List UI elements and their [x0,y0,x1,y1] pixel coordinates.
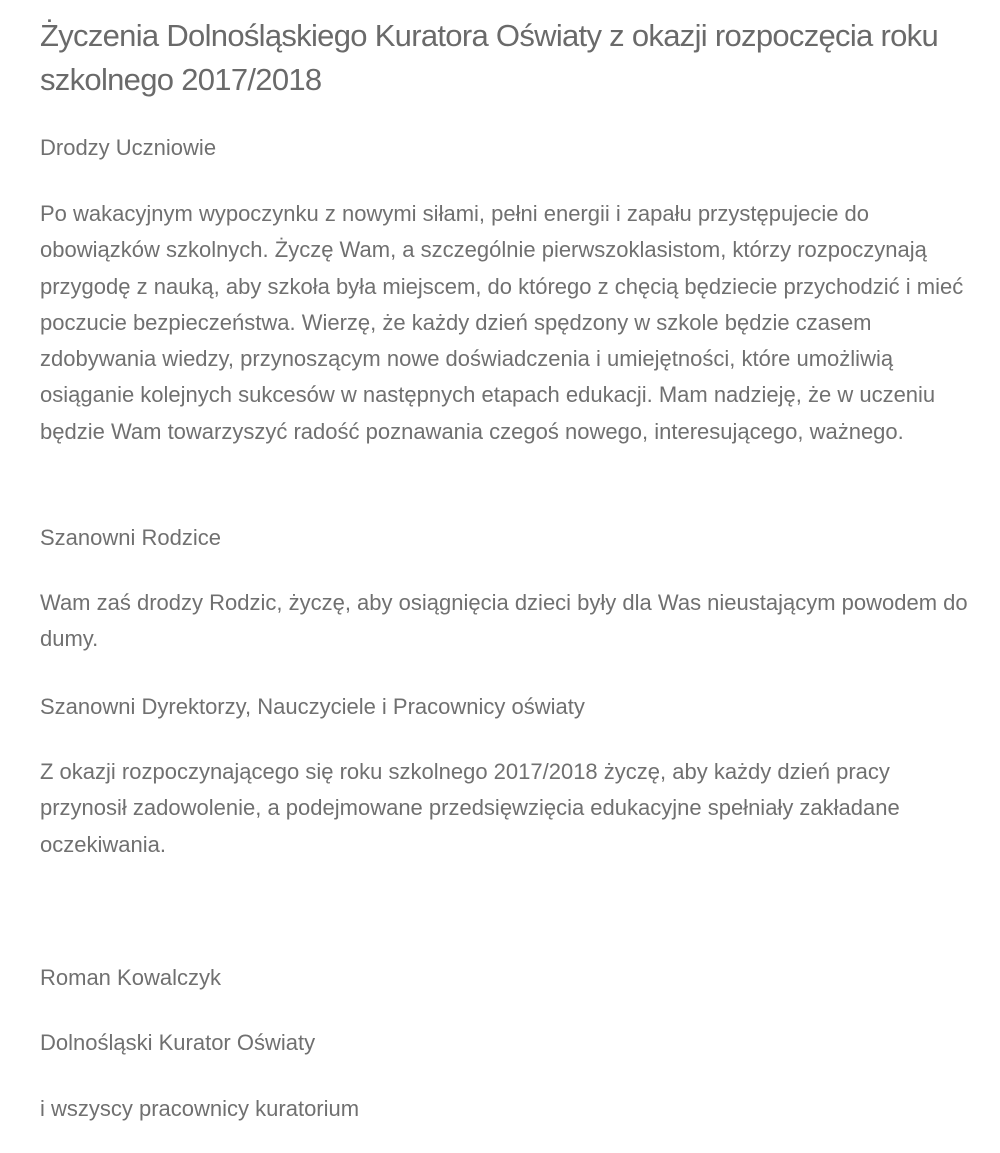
signature-role: Dolnośląski Kurator Oświaty [40,1030,316,1055]
parents-paragraph: Wam zaś drodzy Rodzic, życzę, aby osiągnięcia dzieci były dla Was nieustającym powodem do dumy. [40,590,968,652]
page-title: Życzenia Dolnośląskiego Kuratora Oświaty z okazji rozpoczęcia roku szkolnego 2017/2018 [40,18,938,97]
signature-name: Roman Kowalczyk [40,965,221,990]
students-heading: Drodzy Uczniowie [40,135,217,160]
signature-team: i wszyscy pracownicy kuratorium [40,1096,360,1121]
staff-heading: Szanowni Dyrektorzy, Nauczyciele i Pracownicy oświaty [40,694,585,719]
students-paragraph: Po wakacyjnym wypoczynku z nowymi siłami, pełni energii i zapału przystępujecie do obowiązków szkolnych. Życzę Wam, a szczególnie pierwszoklasistom, którzy rozpoczynają przygodę z nauką, aby szkoła była miejscem, do którego z chęcią będziecie przychodzić i mieć poczucie bezpieczeństwa. Wierzę, że każdy dzień spędzony w szkole będzie czasem zdobywania wiedzy, przynoszącym nowe doświadczenia i umiejętności, które umożliwią osiąganie kolejnych sukcesów w następnych etapach edukacji. Mam nadzieję, że w uczeniu będzie Wam towarzyszyć radość poznawania czegoś nowego, interesującego, ważnego. [40,201,964,444]
parents-heading: Szanowni Rodzice [40,525,221,550]
staff-paragraph: Z okazji rozpoczynającego się roku szkolnego 2017/2018 życzę, aby każdy dzień pracy przynosił zadowolenie, a podejmowane przedsięwzięcia edukacyjne spełniały zakładane oczekiwania. [40,759,900,857]
